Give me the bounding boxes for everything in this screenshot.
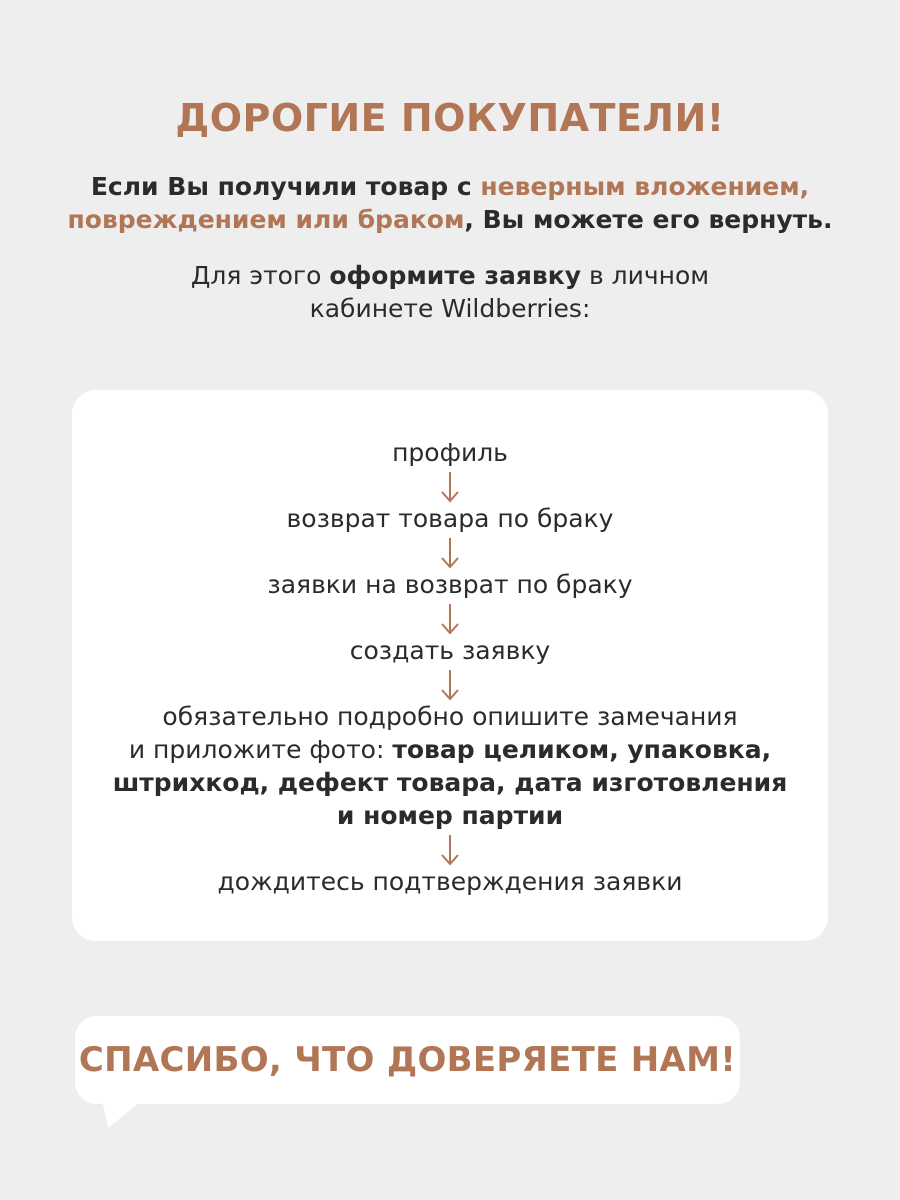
- instruction-text-end: в личном: [581, 261, 710, 290]
- intro-highlight-damage: повреждением или браком: [67, 205, 465, 234]
- step-profile: профиль: [392, 438, 508, 467]
- step-create-request: создать заявку: [349, 636, 551, 665]
- arrow-down-icon: [72, 832, 828, 865]
- intro-paragraph: [40, 170, 860, 236]
- step-return-requests: заявки на возврат по браку: [267, 570, 633, 599]
- steps-list: [72, 436, 828, 898]
- intro-text-end: , Вы можете его вернуть.: [464, 205, 833, 234]
- intro-highlight-wrong-item: неверным вложением,: [480, 172, 810, 201]
- step-return-defect: возврат товара по браку: [286, 504, 614, 533]
- step-describe-line1: обязательно подробно опишите замечания: [162, 702, 738, 731]
- arrow-down-icon: [72, 601, 828, 634]
- arrow-down-icon: [72, 469, 828, 502]
- instruction-paragraph: [100, 259, 800, 325]
- instruction-bold-apply: оформите заявку: [329, 261, 581, 290]
- step-describe-line3: штрихкод, дефект товара, дата изготовления: [112, 768, 788, 797]
- instruction-text-start: Для этого: [190, 261, 330, 290]
- step-describe-line2: [72, 733, 828, 766]
- page-title: ДОРОГИЕ ПОКУПАТЕЛИ!: [175, 96, 725, 140]
- arrow-down-icon: [72, 667, 828, 700]
- step-wait-confirmation: дождитесь подтверждения заявки: [217, 867, 683, 896]
- step-describe-attach: и приложите фото:: [128, 735, 393, 764]
- arrow-down-icon: [72, 535, 828, 568]
- step-describe-bold-1: товар целиком, упаковка,: [392, 735, 772, 764]
- step-describe-line4: и номер партии: [336, 801, 564, 830]
- thanks-message: СПАСИБО, ЧТО ДОВЕРЯЕТЕ НАМ!: [78, 1040, 737, 1080]
- intro-text-start: Если Вы получили товар с: [90, 172, 481, 201]
- instruction-line-two: кабинете Wildberries:: [309, 294, 591, 323]
